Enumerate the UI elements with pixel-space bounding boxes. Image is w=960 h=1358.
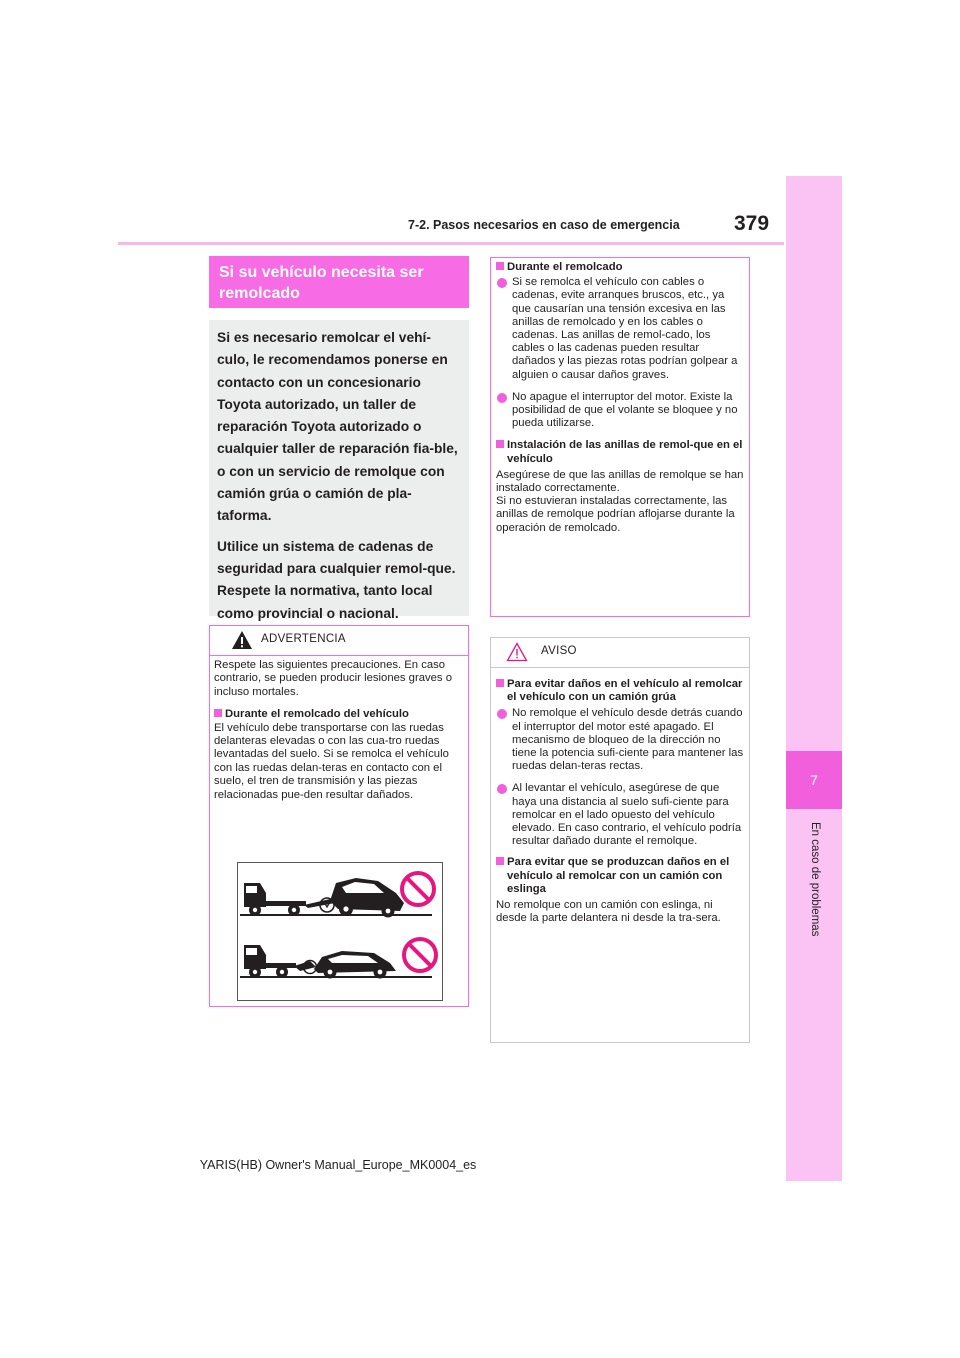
footer-manual-id: YARIS(HB) Owner's Manual_Europe_MK0004_es — [199, 1158, 477, 1172]
chapter-title-label: En caso de problemas — [809, 822, 821, 937]
chapter-title-vertical — [803, 822, 827, 962]
square-bullet-icon — [496, 262, 504, 270]
section-running-title: 7-2. Pasos necesarios en caso de emergencia — [408, 218, 680, 232]
notice-title: AVISO — [541, 645, 577, 657]
chapter-side-tab — [786, 176, 842, 1181]
bullet-text: No apague el interruptor del motor. Existe la posibilidad de que el volante se bloquee y no pueda utilizarse. — [512, 390, 738, 430]
bullet-item — [496, 782, 744, 848]
round-bullet-icon — [497, 393, 507, 403]
square-bullet-icon — [214, 709, 222, 717]
install-text: Si no estuvieran instaladas correctamente, las anillas de remolque podrían aflojarse durante la operación de remolcado. — [496, 495, 735, 534]
chapter-number-tab: 7 — [786, 751, 842, 809]
warning-subheading-label: Durante el remolcado — [507, 261, 623, 273]
bullet-item — [496, 276, 744, 382]
warning-subheading — [496, 439, 744, 465]
intro-paragraph: Utilice un sistema de cadenas de seguridad para cualquier remol-que. Respete la normativa, tanto local como provincial o nacional. — [217, 538, 456, 621]
bullet-item — [496, 707, 744, 773]
notice-subheading — [496, 678, 744, 704]
notice-body — [491, 668, 749, 925]
sling-text: No remolque con un camión con eslinga, ni desde la parte delantera ni desde la tra-sera. — [496, 899, 721, 925]
round-bullet-icon — [497, 278, 507, 288]
round-bullet-icon — [497, 709, 507, 719]
bullet-text: No remolque el vehículo desde detrás cuando el interruptor del motor esté apagado. El mecanismo de bloqueo de la dirección no tiene la potencia sufi-ciente para mantener las ruedas delan-teras rectas. — [512, 707, 744, 773]
bullet-item — [496, 391, 744, 431]
warning-subheading — [214, 708, 463, 721]
round-bullet-icon — [497, 784, 507, 794]
install-text: Asegúrese de que las anillas de remolque se han instalado correctamente. — [496, 468, 744, 495]
section-heading: Si su vehículo necesita ser remolcado — [209, 256, 469, 308]
intro-paragraph: Si es necesario remolcar el vehí-culo, le recomendamos ponerse en contacto con un concesionario Toyota autorizado, un taller de reparación Toyota autorizado o cualquier taller de reparación fia-ble, o con un servicio de remolque con camión grúa o camión de pla-taforma. — [217, 330, 458, 524]
prohibited-icon — [402, 873, 434, 905]
warning-body — [210, 656, 468, 802]
warning-header — [210, 626, 468, 656]
notice-subheading-label: Para evitar daños en el vehículo al remolcar el vehículo con un camión grúa — [507, 678, 743, 704]
warning-subheading-label: Durante el remolcado del vehículo — [225, 708, 409, 721]
header-rule — [118, 242, 784, 245]
tow-truck-diagram — [238, 863, 442, 1000]
page-number: 379 — [734, 212, 770, 235]
intro-box — [209, 320, 469, 621]
warning-subheading-label: Instalación de las anillas de remol-que en el vehículo — [507, 439, 743, 465]
bullet-text: Si se remolca el vehículo con cables o cadenas, evite arranques bruscos, etc., ya que causarían una tensión excesiva en las anillas de remolcado y en los cables o cadenas. Las anillas de remol-cado, los cables o las cadenas pueden resultar dañados y las piezas rotas podrían golpear a alguien o causar daños graves. — [512, 276, 738, 381]
warning-towing-text: El vehículo debe transportarse con las ruedas delanteras elevadas o con las cua-tro ruedas levantadas del suelo. Si se remolca el vehículo con las ruedas delan-teras en contacto con el suelo, el tren de transmisión y las piezas relacionadas pue-den resultar dañados. — [214, 721, 449, 801]
square-bullet-icon — [496, 857, 504, 865]
warning-box — [209, 625, 469, 1007]
warning-subheading — [496, 261, 744, 274]
caution-triangle-icon — [506, 642, 528, 662]
towing-prohibited-illustration — [237, 862, 443, 1001]
warning-title: ADVERTENCIA — [261, 633, 346, 645]
warning-triangle-icon — [231, 630, 253, 650]
prohibited-icon — [404, 939, 436, 971]
notice-subheading — [496, 856, 744, 896]
square-bullet-icon — [496, 440, 504, 448]
notice-subheading-label: Para evitar que se produzcan daños en el vehículo al remolcar con un camión con eslinga — [507, 856, 730, 895]
warning-continued-box — [490, 257, 750, 617]
bullet-text: Al levantar el vehículo, asegúrese de que haya una distancia al suelo sufi-ciente para remolcar en el lado opuesto del vehículo elevado. En caso contrario, el vehículo podría resultar dañado durante el remolque. — [512, 782, 742, 848]
square-bullet-icon — [496, 679, 504, 687]
notice-box — [490, 637, 750, 1043]
warning-intro: Respete las siguientes precauciones. En caso contrario, se pueden producir lesiones graves o incluso mortales. — [214, 659, 453, 698]
notice-header — [491, 638, 749, 668]
